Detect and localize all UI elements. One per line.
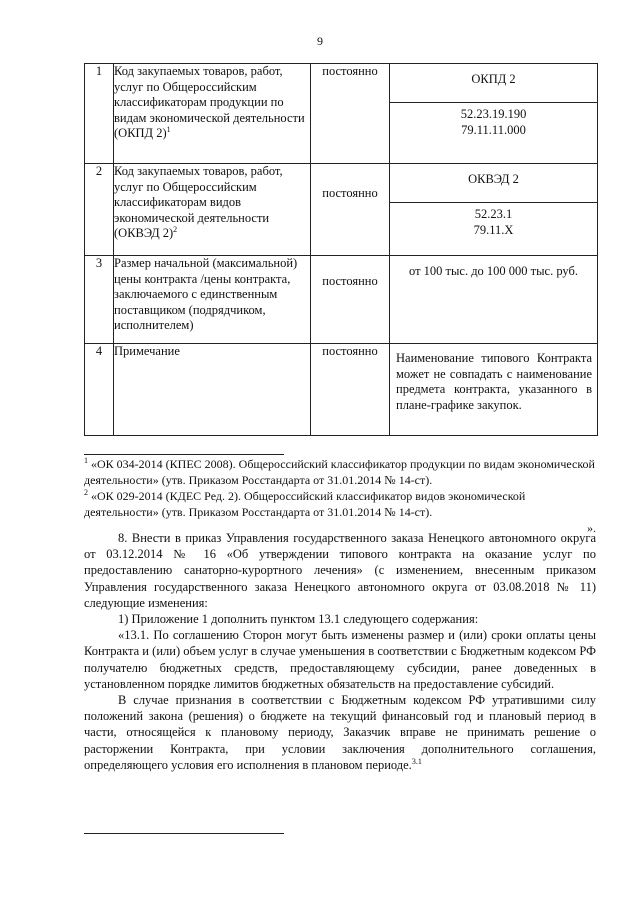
classification-table xyxy=(84,63,598,436)
code: 52.23.19.190 xyxy=(460,107,527,121)
page-number: 9 xyxy=(317,34,323,48)
row-frequency: постоянно xyxy=(311,256,390,344)
row-frequency: постоянно xyxy=(311,64,390,164)
footnote-ref: 1 xyxy=(166,124,171,134)
footnote: $^2$ «ОК 029-2014 (КДЕС Ред. 2). Общероссийский классификатор видов экономической деятельности» (утв. Приказом Росстандарта от 31.01.2014 № 14-ст). xyxy=(84,488,526,519)
row-number: 1 xyxy=(85,64,114,164)
row-number: 2 xyxy=(85,164,114,256)
row-name: Код закупаемых товаров, работ, услуг по Общероссийским классификаторам продукции по видам экономической деятельности (ОКПД 2)$^1$ xyxy=(114,64,311,164)
row-name: Размер начальной (максимальной) цены контракта /цены контракта, заключаемого с единственным поставщиком (подрядчиком, исполнителем) xyxy=(114,256,311,344)
row-name: Примечание xyxy=(114,344,311,436)
row-value xyxy=(390,256,598,344)
footnote: $^1$ «ОК 034-2014 (КПЕС 2008). Общероссийский классификатор продукции по видам экономической деятельности» (утв. Приказом Росстандарта от 31.01.2014 № 14-ст). xyxy=(84,456,595,487)
row-name: Код закупаемых товаров, работ, услуг по Общероссийским классификаторам видов экономической деятельности (ОКВЭД 2)$^2$ xyxy=(114,164,311,256)
code: 52.23.1 xyxy=(474,207,513,221)
price-range: от 100 тыс. до 100 000 тыс. руб. xyxy=(408,264,578,278)
closing-quote: ». xyxy=(587,521,596,535)
row-value xyxy=(390,164,598,256)
code: 79.11.Х xyxy=(473,222,514,237)
body-text xyxy=(84,530,596,773)
paragraph: «13.1. По соглашению Сторон могут быть изменены размер и (или) сроки оплаты цены Контракта и (или) объем услуг в случае уменьшения в соответствии с Бюджетным кодексом РФ получателю бюджетных средств, предоставляющему субсидии, ранее доведенных в установленном порядке лимитов бюджетных обязательств на предоставление субсидий. xyxy=(84,628,596,691)
note-text: Наименование типового Контракта может не совпадать с наименование предмета контракта, указанного в плане-графике закупок. xyxy=(396,351,592,412)
footnote-ref: 2 xyxy=(173,224,178,234)
table-row xyxy=(85,256,598,344)
row-value xyxy=(390,64,598,164)
paragraph: В случае признания в соответствии с Бюджетным кодексом РФ утратившими силу положений закона (решения) о бюджете на текущий финансовый год и плановый период в части, относящейся к плановому периоду, Заказчик вправе не принимать решение о расторжении Контракта, при условии заключения дополнительного соглашения, определяющего условия его исполнения в плановом периоде.$^{3.1}$ xyxy=(84,693,596,772)
classifier-codes xyxy=(390,202,597,242)
paragraph: 1) Приложение 1 дополнить пунктом 13.1 следующего содержания: xyxy=(118,612,479,627)
row-frequency: постоянно xyxy=(311,164,390,256)
classifier-name: ОКВЭД 2 xyxy=(468,172,519,186)
classifier-name: ОКПД 2 xyxy=(471,72,516,86)
classifier-codes xyxy=(390,102,597,142)
paragraph: 8. Внести в приказ Управления государственного заказа Ненецкого автономного округа от 03.12.2014 № 16 «Об утверждении типового контракта на оказание услуг по предоставлению санаторно-курортного лечения» (с изменением, внесенным приказом Управления государственного заказа Ненецкого автономного округа от 03.08.2018 № 11) следующие изменения: xyxy=(84,531,596,610)
footnote-ref: 3.1 xyxy=(411,756,422,766)
row-number: 3 xyxy=(85,256,114,344)
footnote-separator xyxy=(84,454,284,455)
table-row xyxy=(85,344,598,436)
table-row xyxy=(85,164,598,256)
code: 79.11.11.000 xyxy=(461,122,526,137)
row-frequency: постоянно xyxy=(311,344,390,436)
footnotes xyxy=(84,456,596,536)
row-value xyxy=(390,344,598,436)
footnote-separator xyxy=(84,833,284,834)
table-row xyxy=(85,64,598,164)
row-number: 4 xyxy=(85,344,114,436)
